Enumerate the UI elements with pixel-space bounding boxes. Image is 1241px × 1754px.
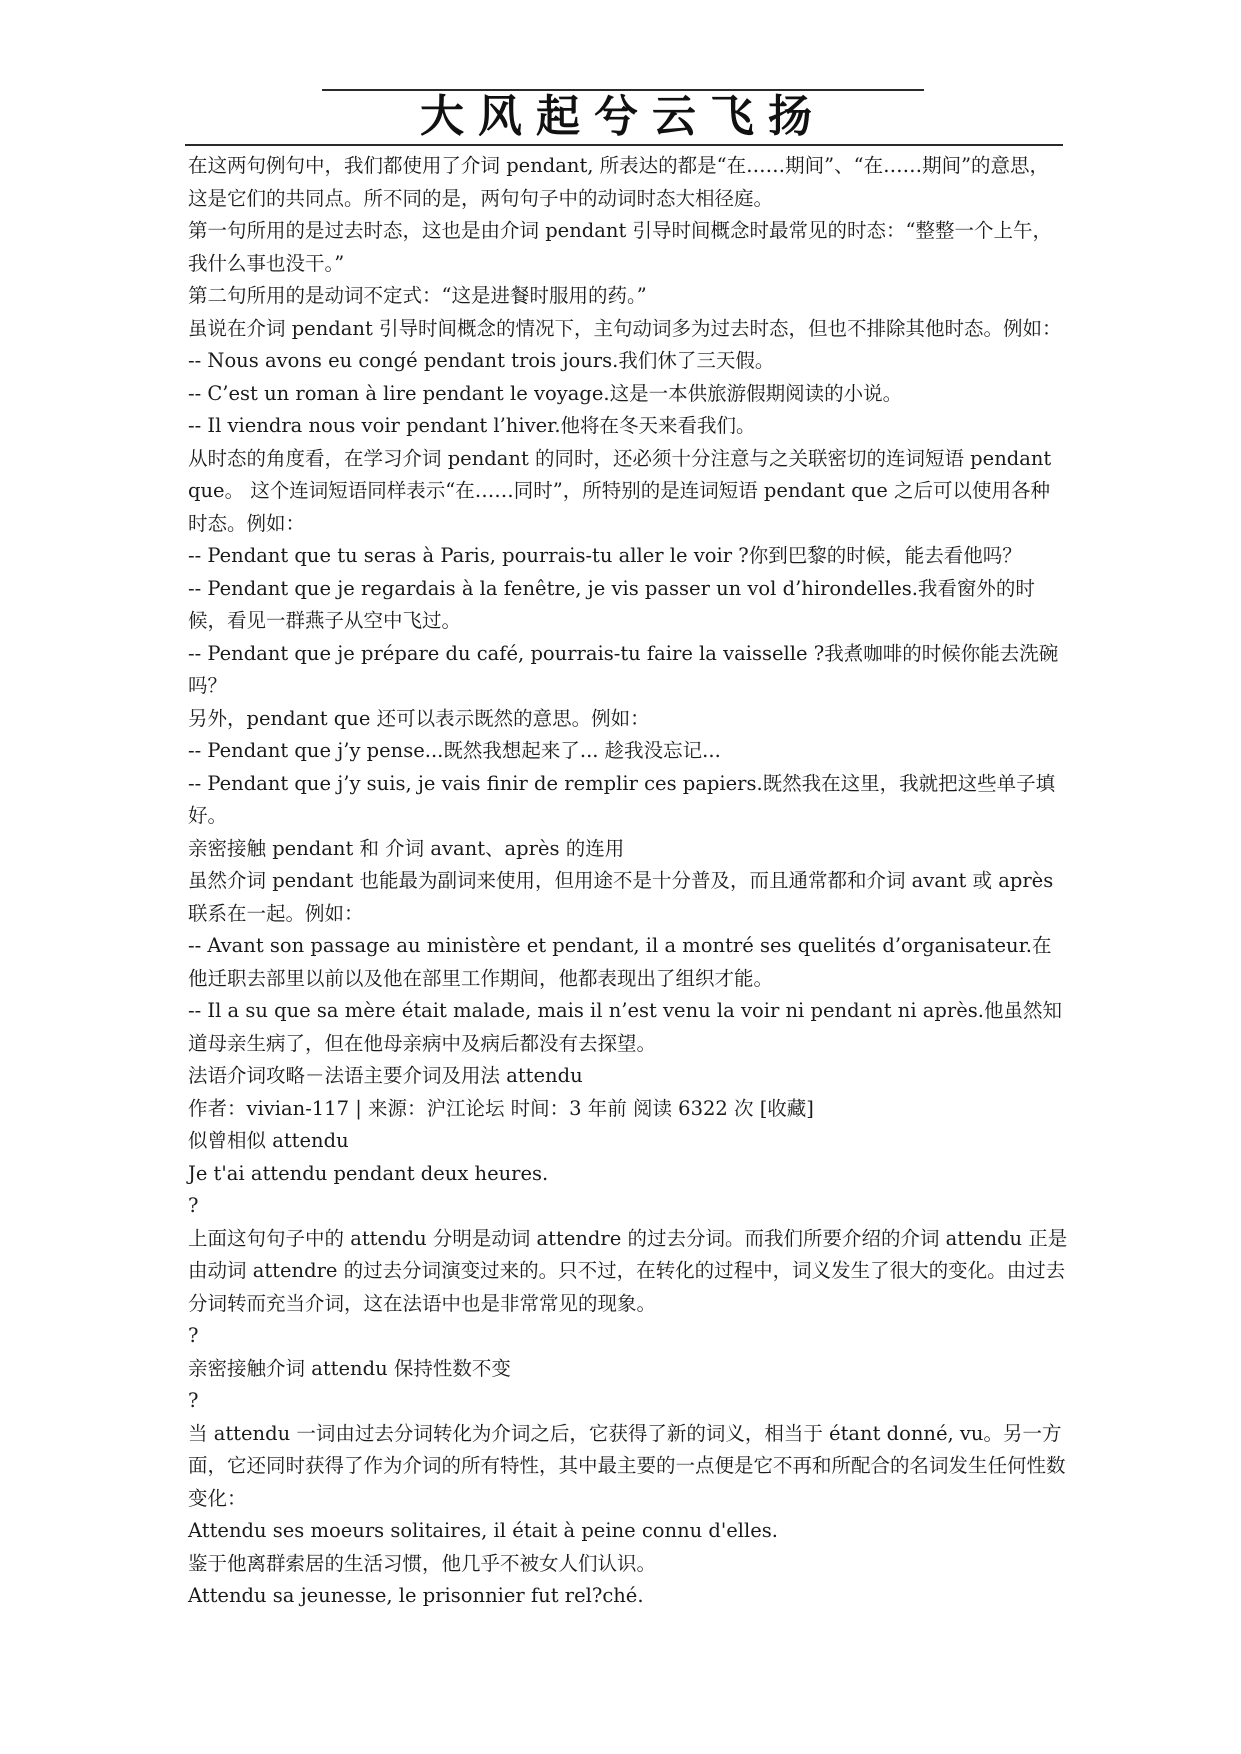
header-title: 大风起兮云飞扬 — [420, 91, 826, 142]
placeholder-mark: ? — [188, 1194, 199, 1217]
page-header — [0, 0, 1241, 150]
paragraph: 从时态的角度看，在学习介词 pendant 的同时，还必须十分注意与之关联密切的连词短语 pendant que。 这个连词短语同样表示“在……同时”，所特别的是连词短语 pendant que 之后可以使用各种时态。例如： — [188, 446, 1052, 535]
paragraph: 虽说在介词 pendant 引导时间概念的情况下，主句动词多为过去时态，但也不排除其他时态。例如： — [188, 316, 1062, 340]
placeholder-mark: ? — [188, 1389, 199, 1412]
article-title: 法语介词攻略－法语主要介词及用法 attendu — [188, 1064, 583, 1087]
paragraph: 第一句所用的是过去时态，这也是由介词 pendant 引导时间概念时最常见的时态：“整整一个上午，我什么事也没干。” — [188, 219, 1052, 275]
section-heading: 似曾相似 attendu — [188, 1129, 349, 1152]
paragraph: 当 attendu 一词由过去分词转化为介词之后，它获得了新的词义，相当于 étant donné, vu。另一方面，它还同时获得了作为介词的所有特性，其中最主要的一点便是它不再和所配合的名词发生任何性数变化： — [188, 1421, 1066, 1510]
paragraph: 第二句所用的是动词不定式：“这是进餐时服用的药。” — [188, 284, 647, 307]
example-line: -- Il a su que sa mère était malade, mais il n’est venu la voir ni pendant ni après.他虽然知道母亲生病了，但在他母亲病中及病后都没有去探望。 — [188, 999, 1062, 1055]
paragraph: 上面这句句子中的 attendu 分明是动词 attendre 的过去分词。而我们所要介绍的介词 attendu 正是由动词 attendre 的过去分词演变过来的。只不过，在转化的过程中，词义发生了很大的变化。由过去分词转而充当介词，这在法语中也是非常常见的现象。 — [188, 1226, 1068, 1315]
example-line: -- Avant son passage au ministère et pendant, il a montré ses quelités d’organisateur.在他迁职去部里以前以及他在部里工作期间，他都表现出了组织才能。 — [188, 934, 1052, 990]
document-body — [188, 150, 1068, 1613]
example-line: Attendu ses moeurs solitaires, il était à peine connu d'elles. — [188, 1519, 779, 1542]
example-line: -- Pendant que j’y pense...既然我想起来了... 趁我没忘记... — [188, 739, 721, 762]
example-line: -- Pendant que tu seras à Paris, pourrais-tu aller le voir ?你到巴黎的时候，能去看他吗？ — [188, 544, 1022, 567]
paragraph: 另外，pendant que 还可以表示既然的意思。例如： — [188, 706, 650, 730]
example-line: Attendu sa jeunesse, le prisonnier fut rel?ché. — [188, 1584, 644, 1607]
example-line: -- C’est un roman à lire pendant le voyage.这是一本供旅游假期阅读的小说。 — [188, 381, 903, 405]
paragraph: 在这两句例句中，我们都使用了介词 pendant, 所表达的都是“在……期间”、“在……期间”的意思，这是它们的共同点。所不同的是，两句句子中的动词时态大相径庭。 — [188, 154, 1050, 210]
example-line: -- Pendant que j’y suis, je vais finir de remplir ces papiers.既然我在这里，我就把这些单子填好。 — [188, 771, 1056, 827]
article-meta: 作者：vivian-117 | 来源：沪江论坛 时间：3 年前 阅读 6322 次 [收藏] — [188, 1096, 814, 1120]
example-line: -- Nous avons eu congé pendant trois jours.我们休了三天假。 — [188, 349, 775, 372]
placeholder-mark: ? — [188, 1324, 199, 1347]
example-line: -- Pendant que je prépare du café, pourrais-tu faire la vaisselle ?我煮咖啡的时候你能去洗碗吗？ — [188, 641, 1059, 697]
example-line: Je t'ai attendu pendant deux heures. — [188, 1161, 549, 1185]
paragraph: 虽然介词 pendant 也能最为副词来使用，但用途不是十分普及，而且通常都和介词 avant 或 après 联系在一起。例如： — [188, 869, 1054, 925]
example-line: -- Il viendra nous voir pendant l’hiver.他将在冬天来看我们。 — [188, 414, 756, 437]
section-heading: 亲密接触介词 attendu 保持性数不变 — [188, 1356, 511, 1380]
header-rule-bottom — [185, 144, 1063, 146]
section-heading: 亲密接触 pendant 和 介词 avant、après 的连用 — [188, 836, 625, 860]
translation-line: 鉴于他离群索居的生活习惯，他几乎不被女人们认识。 — [188, 1551, 657, 1575]
example-line: -- Pendant que je regardais à la fenêtre, je vis passer un vol d’hirondelles.我看窗外的时候，看见一群燕子从空中飞过。 — [188, 576, 1035, 632]
